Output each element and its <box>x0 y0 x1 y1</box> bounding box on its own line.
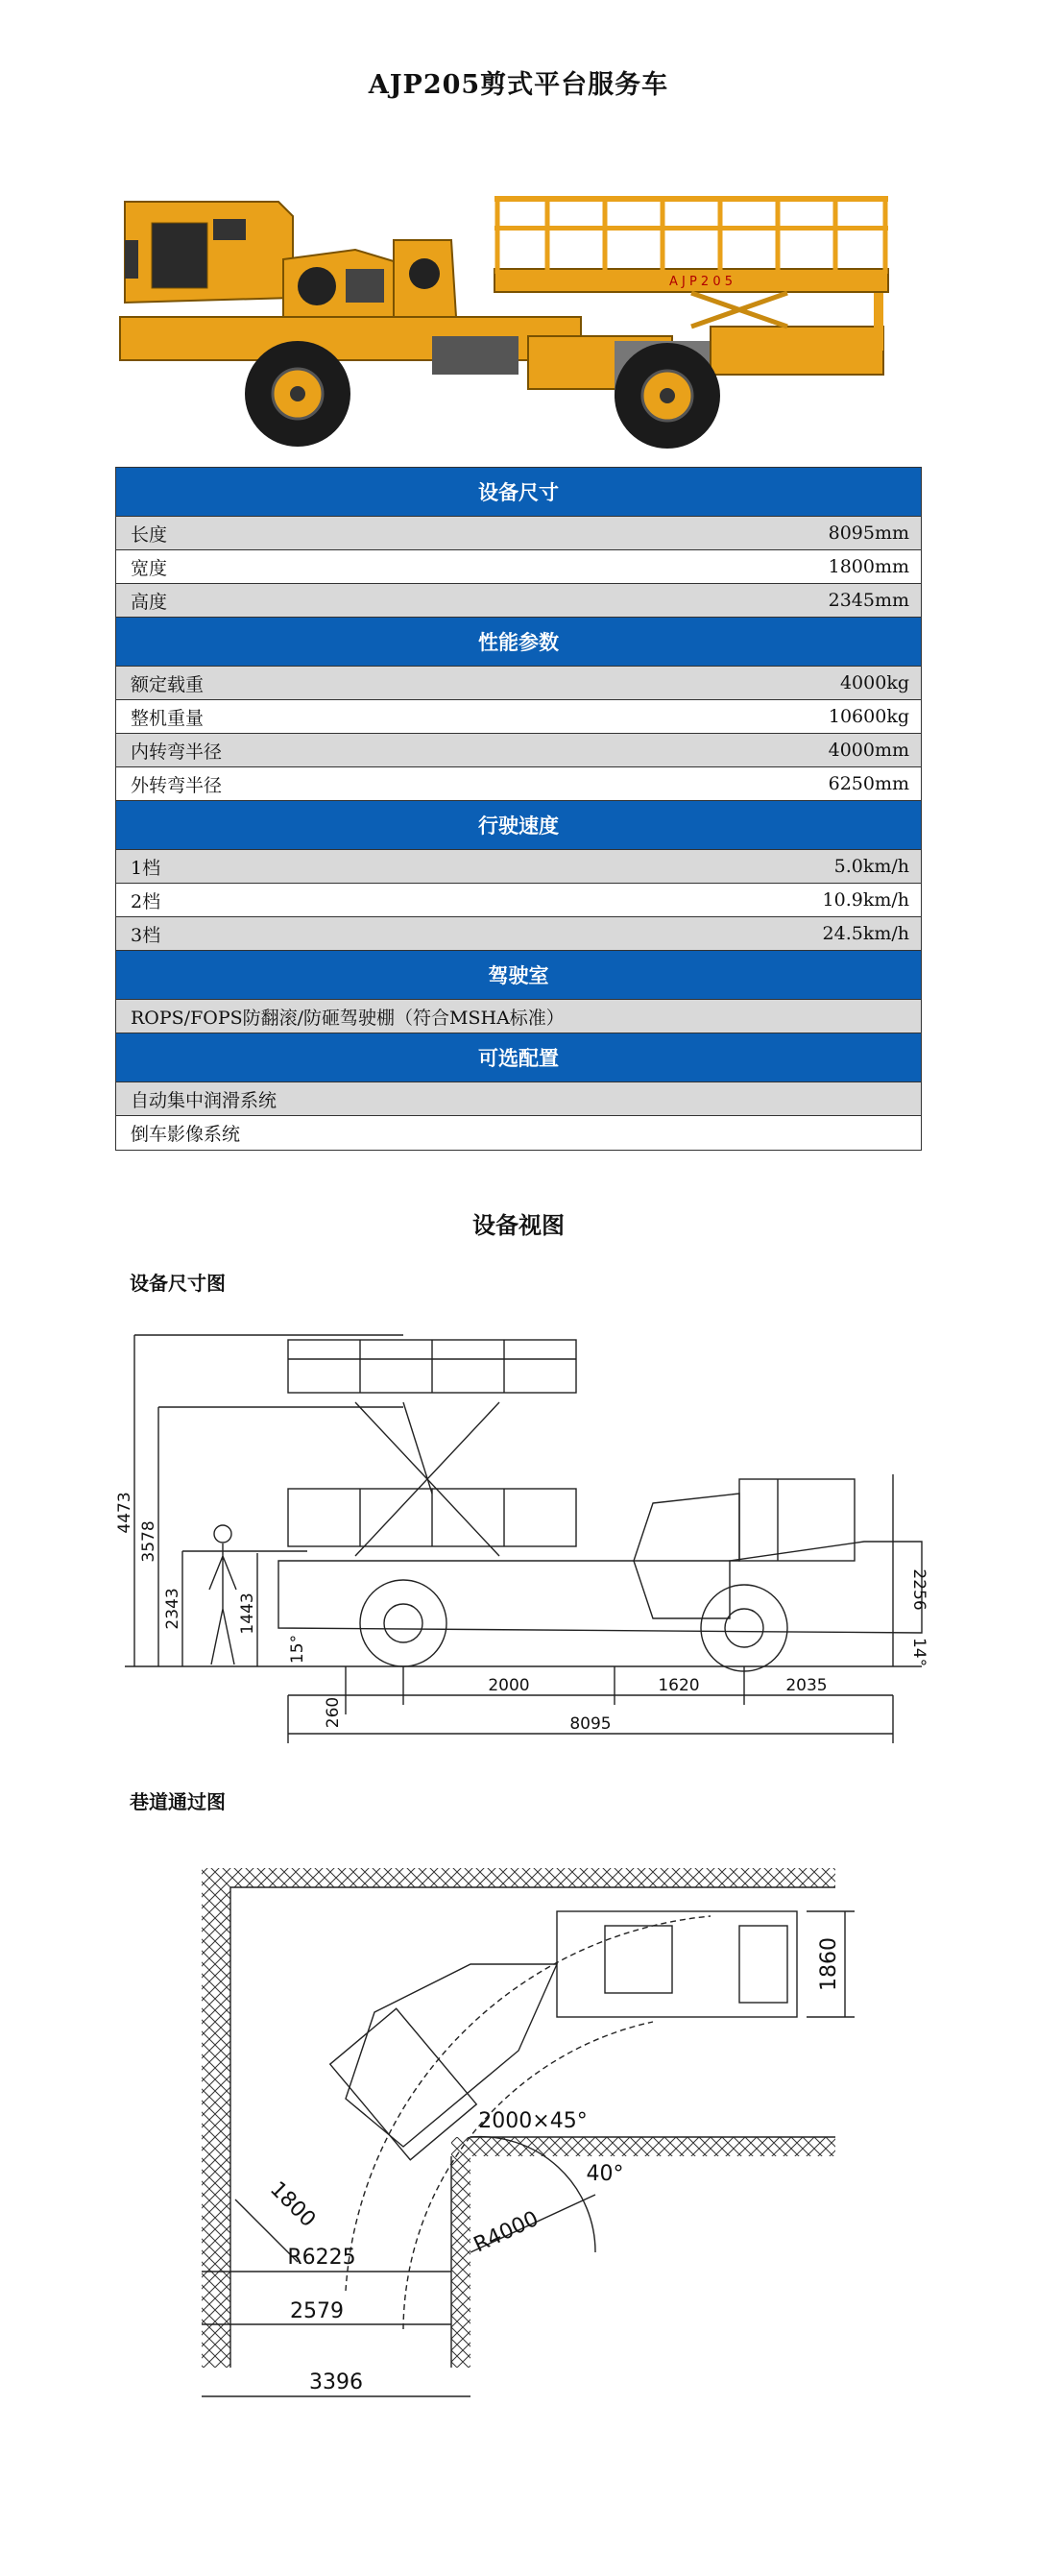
tunnel-r-inner: R4000 <box>470 2206 543 2258</box>
dim-angle-rear: 14° <box>909 1637 928 1667</box>
spec-value: 1800mm <box>828 556 909 577</box>
spec-value: 24.5km/h <box>822 923 909 944</box>
spec-value: 10.9km/h <box>822 889 909 911</box>
spec-label: 自动集中润滑系统 <box>131 1089 277 1111</box>
section-header: 性能参数 <box>116 618 921 667</box>
section-header: 行驶速度 <box>116 801 921 850</box>
spec-row <box>116 1082 921 1116</box>
tunnel-drawing <box>192 1849 855 2425</box>
truck-body <box>120 196 888 399</box>
tunnel-r-outer: R6225 <box>287 2246 356 2270</box>
tunnel-width-diag: 1800 <box>264 2176 321 2233</box>
dim-h2: 3578 <box>139 1520 158 1563</box>
spec-label: 额定载重 <box>131 673 205 695</box>
spec-value: 6250mm <box>828 773 909 794</box>
dim-total: 8095 <box>569 1714 612 1734</box>
spec-label: 3档 <box>131 924 161 946</box>
dim-overhang: 260 <box>324 1696 343 1729</box>
spec-label: ROPS/FOPS防翻滚/防砸驾驶棚（符合MSHA标准） <box>131 1007 565 1029</box>
views-title: 设备视图 <box>472 1211 565 1239</box>
spec-label: 高度 <box>131 591 168 613</box>
tunnel-drawing-title: 巷道通过图 <box>130 1790 226 1813</box>
spec-table <box>115 467 922 1151</box>
dim-h4: 1443 <box>238 1592 257 1635</box>
spec-label: 内转弯半径 <box>131 741 223 763</box>
spec-row <box>116 850 921 884</box>
tunnel-angle: 40° <box>586 2162 624 2186</box>
spec-row <box>116 734 921 767</box>
spec-value: 5.0km/h <box>833 856 909 877</box>
spec-label: 倒车影像系统 <box>131 1124 241 1145</box>
dim-h1: 4473 <box>115 1492 134 1534</box>
tunnel-chamfer: 2000×45° <box>478 2109 588 2133</box>
page-title: AJP205剪式平台服务车 <box>368 70 669 100</box>
spec-label: 宽度 <box>131 557 168 579</box>
spec-label: 外转弯半径 <box>131 774 223 796</box>
tunnel-width-top: 1860 <box>817 1937 841 1991</box>
spec-row <box>116 1116 921 1150</box>
spec-row <box>116 917 921 951</box>
spec-value: 4000mm <box>828 740 909 761</box>
dim-h3: 2343 <box>163 1588 182 1630</box>
spec-label: 2档 <box>131 890 161 912</box>
truck-photo <box>115 173 922 451</box>
tunnel-d2: 3396 <box>309 2370 363 2394</box>
spec-row <box>116 884 921 917</box>
section-header: 设备尺寸 <box>116 468 921 517</box>
dim-wheelbase1: 2000 <box>488 1676 530 1695</box>
section-header: 可选配置 <box>116 1033 921 1082</box>
spec-value: 4000kg <box>839 672 909 693</box>
spec-label: 1档 <box>131 857 161 879</box>
spec-value: 2345mm <box>828 590 909 611</box>
spec-row <box>116 700 921 734</box>
dim-rear: 2035 <box>785 1676 828 1695</box>
spec-value: 10600kg <box>828 706 909 727</box>
section-header: 驾驶室 <box>116 951 921 1000</box>
spec-row <box>116 1000 921 1033</box>
spec-row <box>116 550 921 584</box>
dim-angle-front: 15° <box>288 1634 307 1665</box>
dim-h-right: 2256 <box>909 1568 928 1611</box>
tunnel-d1: 2579 <box>290 2299 344 2323</box>
dim-mid: 1620 <box>658 1676 700 1695</box>
spec-label: 整机重量 <box>131 707 205 729</box>
dimension-drawing <box>115 1311 931 1743</box>
platform-label: A J P 2 0 5 <box>668 275 734 289</box>
spec-value: 8095mm <box>828 522 909 544</box>
dimension-drawing-title: 设备尺寸图 <box>130 1272 226 1295</box>
spec-row <box>116 517 921 550</box>
spec-row <box>116 667 921 700</box>
spec-row <box>116 584 921 618</box>
spec-row <box>116 767 921 801</box>
spec-label: 长度 <box>131 523 168 546</box>
